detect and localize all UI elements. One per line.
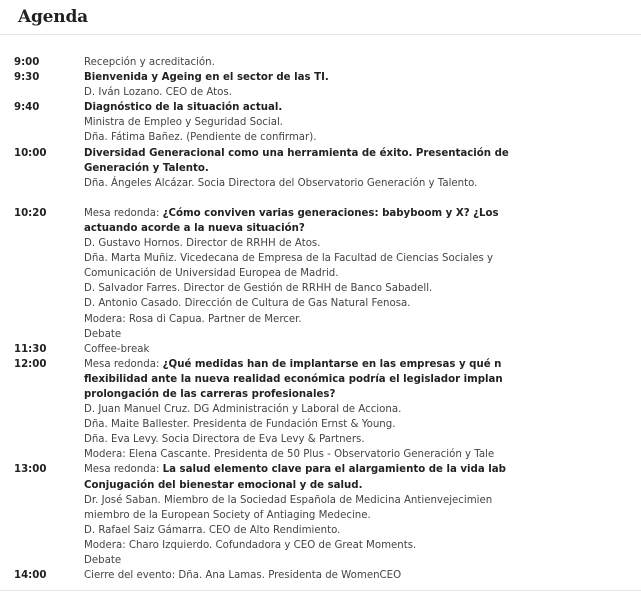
agenda-line-text: Recepción y acreditación.: [84, 57, 215, 68]
agenda-line: [84, 206, 542, 221]
agenda-line: [84, 478, 542, 493]
agenda-line: [84, 130, 542, 145]
agenda-line-bold-text: Generación y Talento.: [84, 162, 209, 174]
agenda-line-text: D. Antonio Casado. Dirección de Cultura de Gas Natural Fenosa.: [84, 298, 411, 310]
agenda-line: [84, 417, 542, 432]
agenda-time: 9:30: [14, 72, 40, 84]
agenda-line: [84, 462, 542, 477]
agenda-line-text: Dña. Eva Levy. Socia Directora de Eva Levy & Partners.: [84, 434, 365, 446]
agenda-line-text: Mesa redonda:: [84, 464, 163, 476]
agenda-time: 10:20: [14, 207, 47, 219]
agenda-line-bold-text: flexibilidad ante la nueva realidad económica podría el legislador implan: [84, 373, 503, 385]
agenda-line: [84, 312, 542, 327]
agenda-line: [84, 493, 542, 508]
agenda-time: 10:00: [14, 147, 47, 159]
agenda-item: [14, 146, 641, 191]
agenda-line: [84, 70, 542, 85]
agenda-line-text: Dña. Fátima Bañez. (Pendiente de confirmar).: [84, 132, 317, 144]
agenda-line: [84, 281, 542, 296]
agenda-item: [14, 206, 641, 342]
agenda-time: 13:00: [14, 464, 47, 476]
agenda-line-text: Mesa redonda:: [84, 358, 163, 370]
agenda-time: 12:00: [14, 358, 47, 370]
agenda-content: [84, 206, 542, 342]
bottom-divider: [0, 590, 641, 591]
agenda-line-text: Modera: Charo Izquierdo. Cofundadora y CEO de Great Moments.: [84, 539, 417, 551]
agenda-line-bold-text: actuando acorde a la nueva situación?: [84, 222, 305, 234]
agenda-list: [14, 55, 641, 583]
agenda-content: [84, 70, 542, 100]
agenda-line-text: Mesa redonda:: [84, 207, 163, 219]
agenda-line: [84, 357, 542, 372]
agenda-line-text: Debate: [84, 555, 122, 566]
agenda-line-text: Comunicación de Universidad Europea de Madrid.: [84, 268, 339, 280]
agenda-line-bold-text: Conjugación del bienestar emocional y de salud.: [84, 479, 363, 491]
agenda-line: [84, 508, 542, 523]
agenda-line-bold-text: Bienvenida y Ageing en el sector de las TI.: [84, 72, 329, 84]
agenda-line-bold-text: La salud elemento clave para el alargamiento de la vida lab: [162, 464, 506, 476]
agenda-line: [84, 523, 542, 538]
agenda-content: [84, 342, 542, 357]
agenda-line-text: D. Juan Manuel Cruz. DG Administración y Laboral de Acciona.: [84, 404, 402, 416]
agenda-content: [84, 100, 542, 145]
agenda-line: [84, 266, 542, 281]
page-title: Agenda: [18, 7, 88, 27]
agenda-line: [84, 402, 542, 417]
agenda-line-bold-text: prolongación de las carreras profesionales?: [84, 388, 336, 400]
agenda-time: 9:00: [14, 57, 40, 68]
agenda-item: [14, 342, 641, 357]
agenda-line-bold-text: Diversidad Generacional como una herramienta de éxito. Presentación de: [84, 147, 509, 159]
agenda-content: [84, 55, 542, 70]
agenda-line-text: Debate: [84, 328, 122, 340]
agenda-line: [84, 146, 542, 161]
agenda-item: [14, 568, 641, 583]
agenda-line: [84, 432, 542, 447]
agenda-content: [84, 146, 542, 191]
agenda-content: [84, 462, 542, 568]
agenda-item: [14, 462, 641, 568]
agenda-line: [84, 221, 542, 236]
agenda-line: [84, 236, 542, 251]
agenda-line: [84, 85, 542, 100]
agenda-content: [84, 568, 542, 583]
agenda-line: [84, 538, 542, 553]
agenda-line-text: Dr. José Saban. Miembro de la Sociedad Española de Medicina Antienvejecimien: [84, 494, 493, 506]
agenda-line-text: Dña. Maite Ballester. Presidenta de Fundación Ernst & Young.: [84, 419, 396, 431]
agenda-line-text: D. Iván Lozano. CEO de Atos.: [84, 87, 232, 99]
agenda-item: [14, 100, 641, 145]
agenda-line-text: Modera: Elena Cascante. Presidenta de 50 Plus - Observatorio Generación y Tale: [84, 449, 495, 461]
agenda-line-bold-text: ¿Qué medidas han de implantarse en las empresas y qué n: [162, 358, 502, 370]
agenda-line-text: Coffee-break: [84, 343, 150, 355]
agenda-line: [84, 55, 542, 70]
agenda-line: [84, 372, 542, 387]
agenda-line: [84, 176, 542, 191]
agenda-line: [84, 342, 542, 357]
agenda-item: [14, 70, 641, 100]
agenda-line: [84, 251, 542, 266]
agenda-line: [84, 161, 542, 176]
title-divider: [0, 34, 641, 35]
agenda-line: [84, 568, 542, 583]
agenda-line-text: Cierre del evento: Dña. Ana Lamas. Presidenta de WomenCEO: [84, 570, 402, 582]
agenda-line-bold-text: ¿Cómo conviven varias generaciones: babyboom y X? ¿Los: [162, 207, 499, 219]
agenda-line: [84, 387, 542, 402]
agenda-line: [84, 296, 542, 311]
agenda-line-text: D. Salvador Farres. Director de Gestión de RRHH de Banco Sabadell.: [84, 283, 433, 295]
agenda-time: 11:30: [14, 343, 47, 355]
agenda-line: [84, 447, 542, 462]
agenda-item: [14, 55, 641, 70]
agenda-line-text: Ministra de Empleo y Seguridad Social.: [84, 117, 284, 129]
agenda-line-text: miembro de la European Society of Antiaging Medecine.: [84, 509, 371, 521]
agenda-line-bold-text: Diagnóstico de la situación actual.: [84, 102, 283, 114]
agenda-item: [14, 357, 641, 463]
agenda-line: [84, 327, 542, 342]
agenda-line-text: Dña. Marta Muñiz. Vicedecana de Empresa de la Facultad de Ciencias Sociales y: [84, 253, 494, 265]
agenda-content: [84, 357, 542, 463]
agenda-line-text: Dña. Ángeles Alcázar. Socia Directora del Observatorio Generación y Talento.: [84, 177, 478, 189]
agenda-line-text: D. Rafael Saiz Gámarra. CEO de Alto Rendimiento.: [84, 524, 341, 536]
agenda-line-text: Modera: Rosa di Capua. Partner de Mercer.: [84, 313, 302, 325]
agenda-line: [84, 100, 542, 115]
agenda-time: 9:40: [14, 102, 40, 114]
agenda-line: [84, 553, 542, 568]
agenda-time: 14:00: [14, 570, 47, 582]
agenda-line-text: D. Gustavo Hornos. Director de RRHH de Atos.: [84, 238, 321, 250]
agenda-line: [84, 115, 542, 130]
